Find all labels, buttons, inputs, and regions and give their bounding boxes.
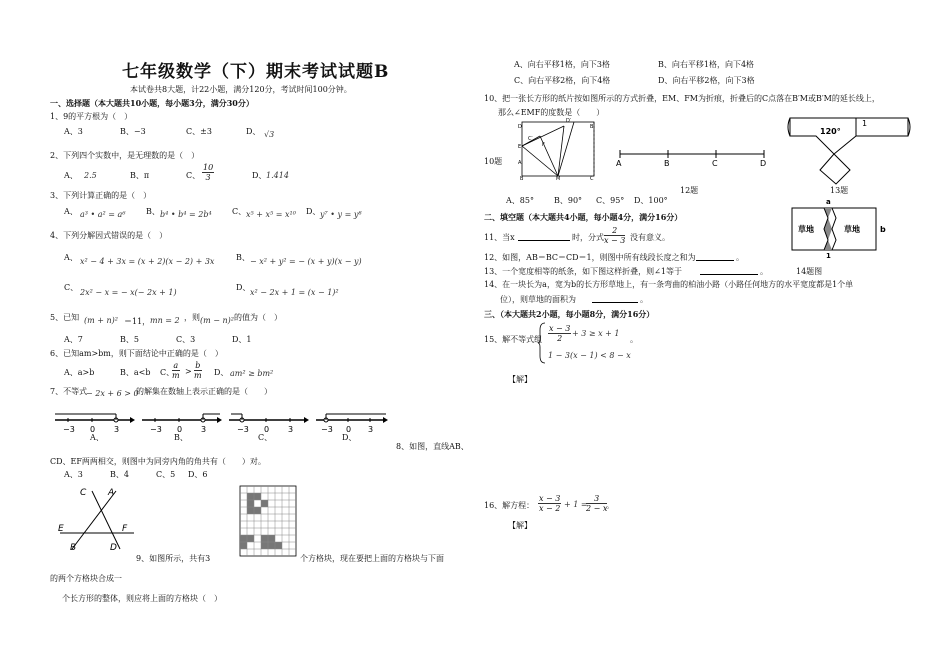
q8-label-e: E [58, 524, 64, 534]
q11-mid: 时，分式 [572, 233, 604, 242]
fig12-point-b: B [664, 159, 670, 168]
q12-blank [696, 260, 734, 261]
fig14-caption: 14题图 [796, 267, 823, 276]
q1-math-sqrt3: √3 [264, 130, 275, 139]
q7-line-b [142, 414, 222, 434]
q12-stem: 12、如图，AB＝BC＝CD＝1，则图中所有线段长度之和为 [484, 253, 696, 262]
q6-c-left-den: m [172, 371, 180, 380]
q8-line-2: CD、EF两两相交，则图中为同旁内角的角共有（ ）对。 [50, 457, 266, 466]
q11-fraction [604, 226, 625, 245]
q8-label-c: C [80, 488, 87, 498]
q16-answer-label: 【解】 [508, 521, 532, 530]
q13-stem: 13、一个宽度相等的纸条，如下图这样折叠，则∠1等于 [484, 267, 682, 276]
q2-c-numerator: 10 [203, 163, 214, 172]
q7-opt-d: D、 [342, 433, 357, 442]
q4-opt-d: D、 [236, 283, 251, 292]
q16-middle: + 1 = [564, 500, 588, 509]
q3-opt-d: D、 [306, 207, 321, 216]
q5-opt-c: C、3 [176, 335, 196, 344]
q9-opt-c: C、向右平移2格，向下4格 [514, 76, 611, 85]
q7-a-tick-3: 3 [114, 425, 120, 434]
q7-line-d [316, 414, 388, 434]
q7-a-tick-0: 0 [90, 425, 96, 434]
q5-math-m-plus-n: (m + n)² [84, 316, 118, 325]
q7-c-tick-3: 3 [288, 425, 294, 434]
q4-math-c: 2x² − x = − x(− 2x + 1) [80, 288, 177, 297]
q5-suffix: 的值为（ ） [234, 313, 282, 322]
q2-opt-c: C、 [186, 171, 201, 180]
q8-label-d: D [110, 543, 117, 553]
q2-stem: 2、下列四个实数中，是无理数的是（ ） [50, 151, 200, 160]
q5-mid-1: ＝11， [124, 317, 151, 326]
q16-fraction-right [586, 494, 607, 513]
q7-line-a [55, 414, 135, 434]
q2-c-denominator: 3 [205, 173, 211, 182]
q10-label-c-prime: C′ [528, 136, 533, 142]
q16-right-num: 3 [586, 494, 607, 504]
q3-opt-a: A、 [64, 207, 78, 216]
q7-c-tick-0: 0 [264, 425, 270, 434]
q10-opt-b: B、90° [554, 196, 583, 205]
q1-opt-c: C、±3 [186, 127, 212, 136]
q4-math-b: − x² + y² = − (x + y)(x − y) [250, 257, 362, 266]
q4-opt-a: A、 [64, 253, 78, 262]
q16-period: 。 [606, 501, 614, 510]
q6-opt-a: A、a>b [64, 368, 95, 377]
fig12-segment [614, 146, 774, 168]
q14-blank [592, 302, 638, 303]
q7-d-tick-0: 0 [346, 425, 352, 434]
q6-c-left-num: a [173, 361, 179, 370]
fig13-angle-label: 120° [820, 127, 841, 136]
q7-c-tick-neg3: −3 [237, 425, 249, 434]
q6-c-greater: > [185, 367, 192, 376]
q4-opt-b: B、 [236, 253, 250, 262]
section-1-heading: 一、选择题（本大题共10小题，每小题3分，满分30分） [50, 98, 254, 108]
q14-period: 。 [640, 295, 648, 304]
exam-intro: 本试卷共8大题，计22小题，满分120分，考试时间100分钟。 [130, 85, 352, 94]
q10-label-d: D [518, 124, 522, 130]
q10-label-f: F [542, 142, 545, 148]
q9-opt-a: A、向右平移1格，向下3格 [514, 60, 610, 69]
fig14-side-label: b [880, 225, 886, 234]
q11-blank [518, 240, 570, 241]
q10-label-d-prime: D′ [566, 118, 571, 124]
q7-opt-b: B、 [174, 433, 188, 442]
q4-stem: 4、下列分解因式错误的是（ ） [50, 231, 168, 240]
q3-opt-c: C、 [232, 207, 247, 216]
q15-prefix: 15、解不等式组 [484, 335, 543, 344]
q10-label-m: M [556, 176, 561, 182]
q9-line-2: 的两个方格块合成一 [50, 574, 122, 583]
fig14-left-label: 草地 [798, 225, 814, 234]
q16-prefix: 16、解方程： [484, 501, 535, 510]
q7-line-c [229, 414, 309, 434]
q10-label-b: B [520, 176, 524, 182]
q8-figure [58, 485, 138, 555]
q2-math-a: 2.5 [84, 171, 97, 180]
fig14-bottom-label: 1 [826, 252, 831, 260]
q13-blank [700, 274, 758, 275]
q10-label-c: C [590, 176, 594, 182]
fig14-top-label: a [826, 198, 831, 206]
q9-line-1b: 个方格块，现在要把上面的方格块与下面 [300, 554, 444, 563]
q1-opt-b: B、−3 [120, 127, 146, 136]
q9-grid-figure [240, 486, 296, 556]
q9-opt-d: D、向右平移2格，向下3格 [658, 76, 755, 85]
q6-opt-d: D、 [214, 368, 229, 377]
q7-prefix: 7、不等式 [50, 387, 88, 396]
q7-suffix: 的解集在数轴上表示正确的是（ ） [136, 387, 272, 396]
q5-prefix: 5、已知 [50, 313, 80, 322]
q7-math: − 2x + 6 > 0 [86, 389, 139, 398]
q3-opt-b: B、 [146, 207, 160, 216]
q15-period: 。 [630, 335, 638, 344]
fig14-right-label: 草地 [844, 225, 860, 234]
q5-opt-d: D、1 [232, 335, 252, 344]
q11-prefix: 11、当x [484, 233, 515, 242]
q12-period: 。 [736, 253, 744, 262]
q10-figure [518, 116, 600, 180]
q15-answer-label: 【解】 [508, 375, 532, 384]
q10-opt-c: C、95° [596, 196, 625, 205]
q10-label-e: E [518, 144, 522, 150]
q4-opt-c: C、 [64, 283, 79, 292]
q6-c-fraction-right [194, 361, 202, 380]
section-3-heading: 三、（本大题共2小题，每小题8分，满分16分） [484, 309, 655, 319]
q2-opt-a: A、 [64, 171, 78, 180]
q7-opt-c: C、 [258, 433, 273, 442]
q8-opt-c: C、5 [156, 470, 176, 479]
q16-fraction-left [538, 494, 561, 513]
fig14-grassland [788, 198, 888, 260]
q10-label-a: A [518, 160, 522, 166]
q16-left-den: x − 2 [539, 504, 561, 513]
q1-opt-d: D、 [246, 127, 261, 136]
q15-brace [538, 322, 546, 364]
q5-opt-a: A、7 [64, 335, 83, 344]
q6-c-right-num: b [195, 361, 201, 370]
q2-math-d: 1.414 [266, 171, 289, 180]
q8-opt-a: A、3 [64, 470, 83, 479]
q8-opt-d: D、6 [188, 470, 208, 479]
q8-opt-b: B、4 [110, 470, 129, 479]
q2-opt-b: B、π [130, 171, 150, 180]
q8-line-1: 8、如图，直线AB、 [396, 442, 469, 451]
q7-b-tick-3: 3 [201, 425, 207, 434]
fig13-folded-strip [786, 114, 916, 186]
q10-opt-d: D、100° [634, 196, 668, 205]
q7-opt-a: A、 [90, 433, 104, 442]
q10-opt-a: A、85° [506, 196, 534, 205]
q7-b-tick-0: 0 [177, 425, 183, 434]
q14-line-2: 位），则草地的面积为 [500, 295, 576, 304]
q13-period: 。 [760, 267, 768, 276]
fig13-angle-1: 1 [862, 119, 868, 128]
q10-label-b-prime: B′ [590, 124, 595, 130]
q9-opt-b: B、向右平移1格，向下4格 [658, 60, 755, 69]
q4-math-a: x² − 4 + 3x = (x + 2)(x − 2) + 3x [80, 257, 215, 266]
q7-a-tick-neg3: −3 [63, 425, 75, 434]
q6-opt-b: B、a<b [120, 368, 151, 377]
q15-denominator: 2 [557, 334, 563, 343]
q16-right-den: 2 − x [586, 504, 608, 513]
q15-ineq-1-rest: + 3 ≥ x + 1 [572, 329, 620, 338]
q3-math-c: x⁵ + x⁵ = x¹⁰ [246, 210, 296, 219]
q5-math-mn: mn = 2 [150, 316, 180, 325]
q1-stem: 1、9的平方根为（ ） [50, 112, 133, 121]
q6-stem: 6、已知am>bm，则下面结论中正确的是（ ） [50, 349, 223, 358]
q6-c-fraction-left [172, 361, 180, 380]
q11-suffix: 没有意义。 [630, 233, 670, 242]
q5-math-m-minus-n: (m − n)² [200, 316, 234, 325]
q7-d-tick-3: 3 [368, 425, 374, 434]
q11-denominator: x − 3 [604, 236, 626, 245]
q2-opt-d: D、 [252, 171, 267, 180]
q10-figure-label: 10题 [484, 157, 503, 166]
fig12-point-d: D [760, 159, 767, 168]
q3-stem: 3、下列计算正确的是（ ） [50, 191, 152, 200]
q8-label-a: A [108, 488, 115, 498]
q4-math-d: x² − 2x + 1 = (x − 1)² [250, 288, 339, 297]
q7-d-tick-neg3: −3 [321, 425, 333, 434]
fig12-point-c: C [712, 159, 718, 168]
q8-label-f: F [122, 524, 128, 534]
q15-numerator: x − 3 [549, 324, 571, 333]
q6-c-right-den: m [194, 371, 202, 380]
q2-math-c-fraction [202, 163, 214, 182]
fig12-point-a: A [616, 159, 622, 168]
q9-line-3: 个长方形的整体，则应将上面的方格块（ ） [62, 594, 222, 603]
section-2-heading: 二、填空题（本大题共4小题，每小题4分，满分16分） [484, 212, 683, 222]
q5-mid-2: ，则 [184, 313, 200, 322]
fig12-caption: 12题 [680, 186, 699, 195]
q15-ineq-2: 1 − 3(x − 1) < 8 − x [548, 351, 631, 360]
q5-opt-b: B、5 [120, 335, 139, 344]
q10-line-1: 10、把一张长方形的纸片按如图所示的方式折叠，EM、FM为折痕，折叠后的C点落在B′M或B′M的延长线上， [484, 94, 880, 103]
q6-math-d: am² ≥ bm² [230, 369, 274, 378]
q11-numerator: 2 [604, 226, 625, 236]
q16-left-num: x − 3 [539, 494, 561, 503]
q8-label-b: B [70, 543, 77, 553]
q6-opt-c: C、 [160, 368, 175, 377]
fig13-caption: 13题 [830, 186, 849, 195]
q7-b-tick-neg3: −3 [150, 425, 162, 434]
q15-fraction [548, 324, 571, 343]
q3-math-b: b⁴ • b⁴ = 2b⁴ [160, 210, 212, 219]
q10-line-2: 那么∠EMF的度数是（ ） [498, 108, 605, 117]
q3-math-a: a³ • a² = a⁶ [80, 210, 126, 219]
q1-opt-a: A、3 [64, 127, 83, 136]
q3-math-d: y⁷ • y = y⁸ [320, 210, 362, 219]
q14-line-1: 14、在一块长为a，宽为b的长方形草地上，有一条弯曲的柏油小路（小路任何地方的水平宽度都是1个单 [484, 280, 854, 289]
q9-line-1a: 9、如图所示，共有3 [136, 554, 211, 563]
page-title: 七年级数学（下）期末考试试题B [122, 62, 390, 82]
